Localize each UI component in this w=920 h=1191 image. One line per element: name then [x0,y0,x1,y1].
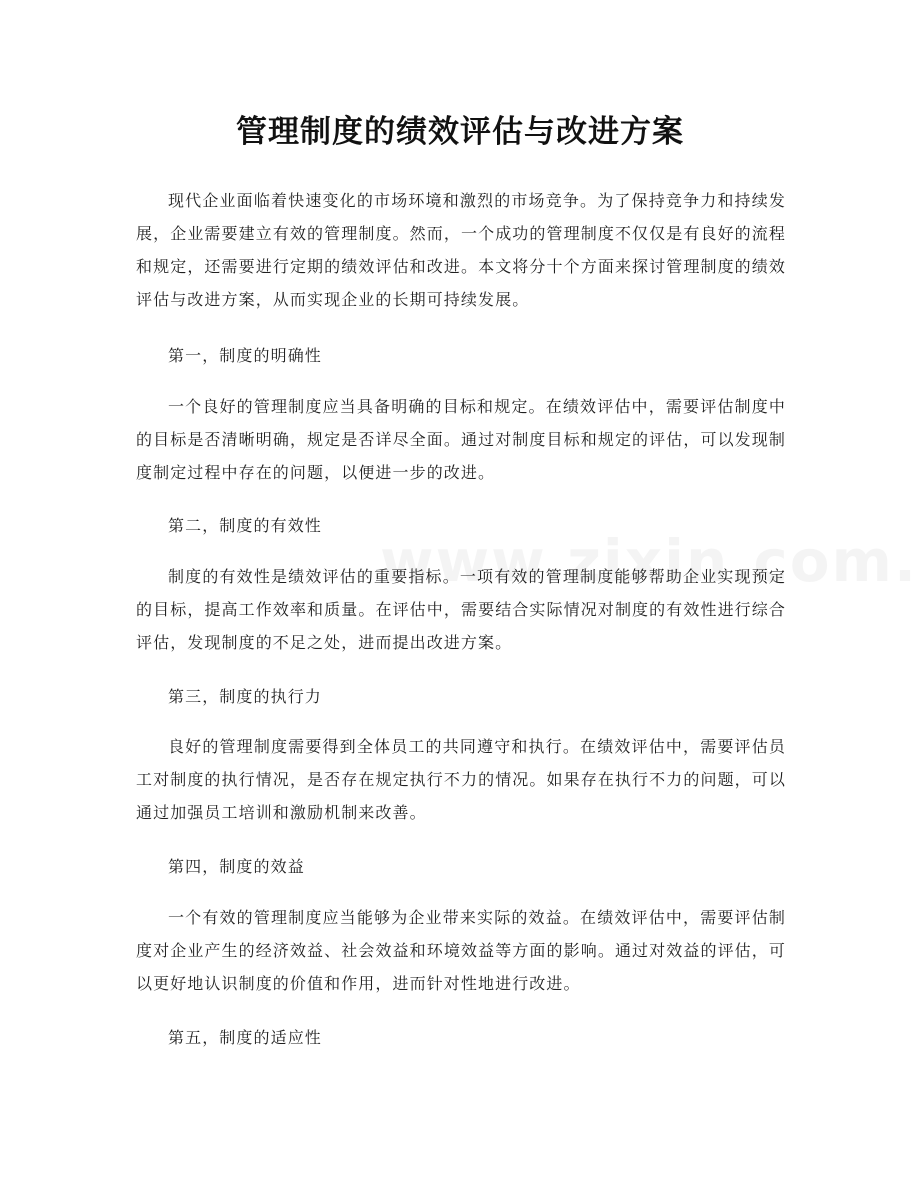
section-3-heading: 第三，制度的执行力 [168,687,322,706]
section-3-body: 良好的管理制度需要得到全体员工的共同遵守和执行。在绩效评估中，需要评估员工对制度的执行情况，是否存在规定执行不力的情况。如果存在执行不力的问题，可以通过加强员工培训和激励机制来改善。 [136,737,786,822]
section-4-body: 一个有效的管理制度应当能够为企业带来实际的效益。在绩效评估中，需要评估制度对企业产生的经济效益、社会效益和环境效益等方面的影响。通过对效益的评估，可以更好地认识制度的价值和作用，进而针对性地进行改进。 [136,908,786,993]
document-title: 管理制度的绩效评估与改进方案 [236,114,684,150]
intro-paragraph: 现代企业面临着快速变化的市场环境和激烈的市场竞争。为了保持竞争力和持续发展，企业需要建立有效的管理制度。然而，一个成功的管理制度不仅仅是有良好的流程和规定，还需要进行定期的绩效评估和改进。本文将分十个方面来探讨管理制度的绩效评估与改进方案，从而实现企业的长期可持续发展。 [136,191,786,309]
section-5-heading: 第五，制度的适应性 [168,1028,322,1047]
section-2-body: 制度的有效性是绩效评估的重要指标。一项有效的管理制度能够帮助企业实现预定的目标，提高工作效率和质量。在评估中，需要结合实际情况对制度的有效性进行综合评估，发现制度的不足之处，进而提出改进方案。 [136,567,786,652]
section-1-body: 一个良好的管理制度应当具备明确的目标和规定。在绩效评估中，需要评估制度中的目标是否清晰明确，规定是否详尽全面。通过对制度目标和规定的评估，可以发现制度制定过程中存在的问题，以便进一步的改进。 [136,397,786,482]
section-2-heading: 第二，制度的有效性 [168,516,322,535]
section-4-heading: 第四，制度的效益 [168,857,305,876]
section-1-heading: 第一，制度的明确性 [168,346,322,365]
